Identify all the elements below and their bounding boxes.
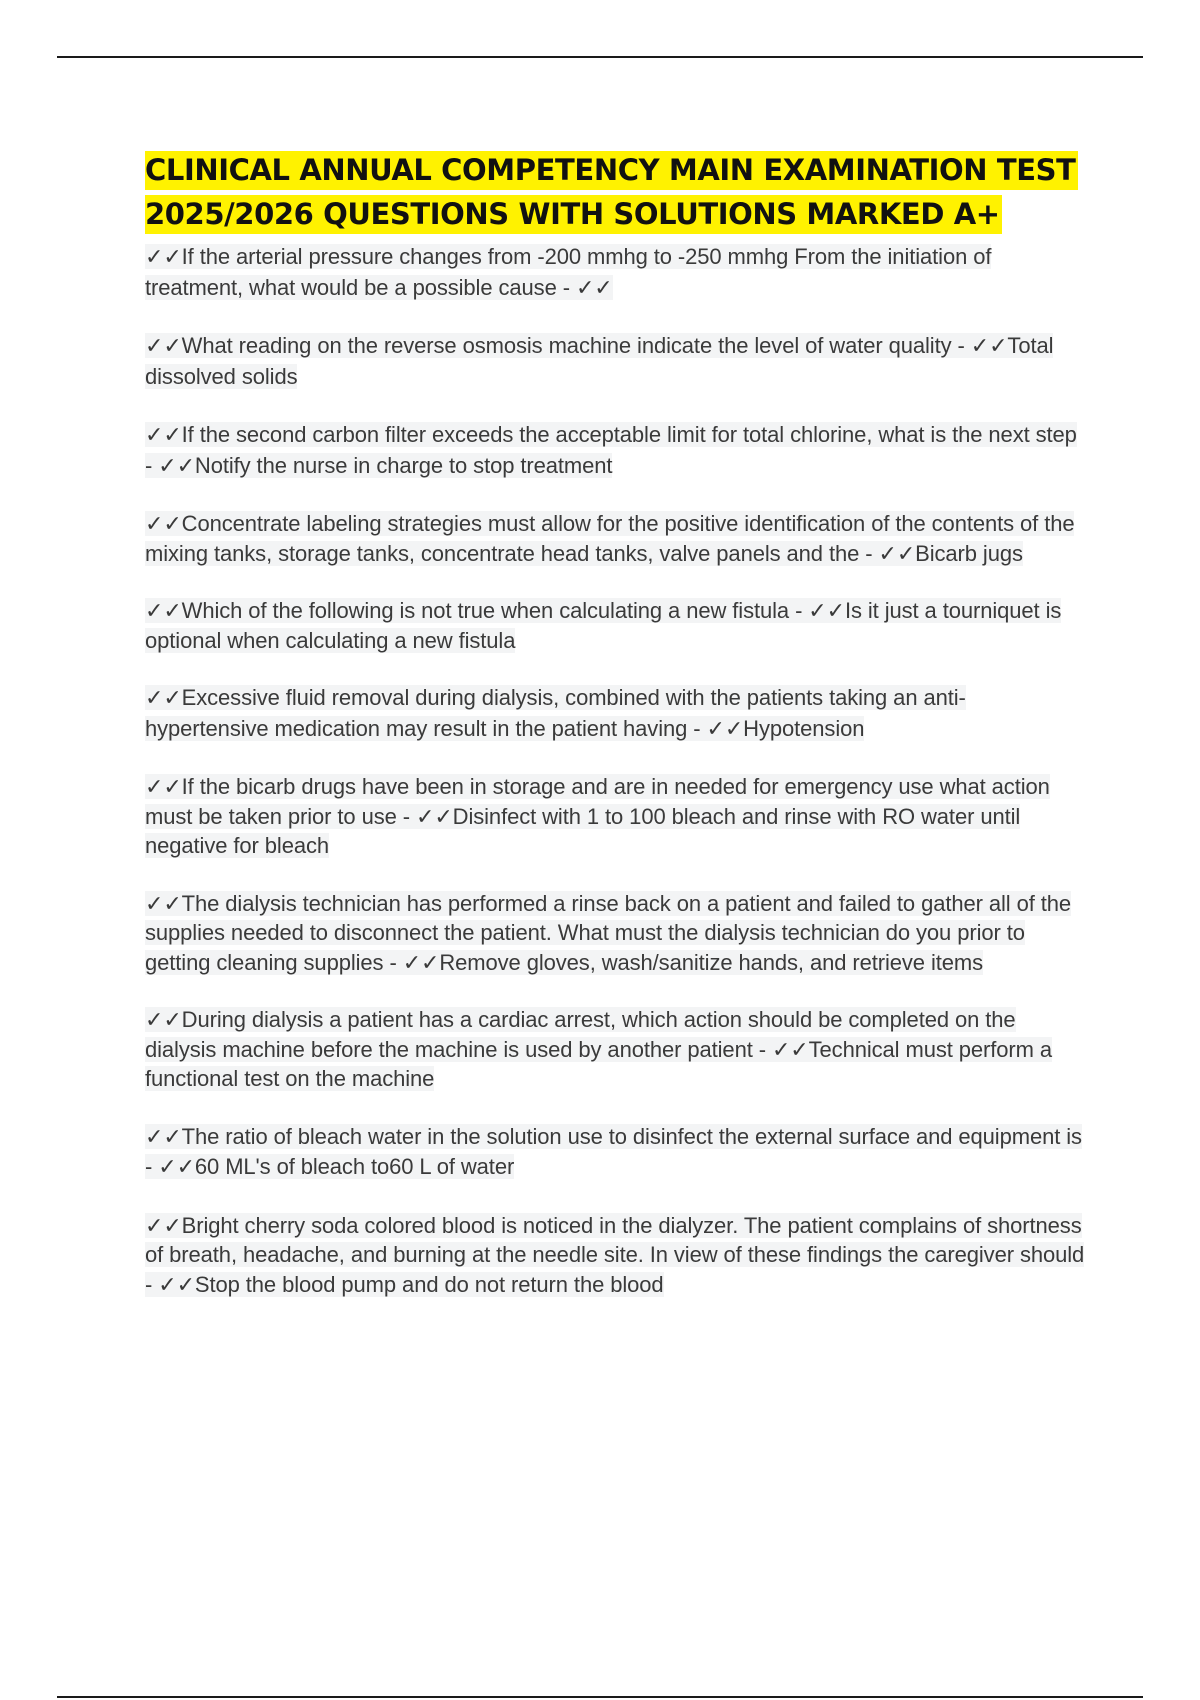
qa-item: ✓✓The dialysis technician has performed a rinse back on a patient and failed to gather all of the supplies needed to disconnect the patient. What must the dialysis technician do you prior to getting cleaning supplies - ✓✓Remove gloves, wash/sanitize hands, and retrieve items xyxy=(145,890,1072,975)
qa-item: ✓✓If the bicarb drugs have been in storage and are in needed for emergency use what action must be taken prior to use - ✓✓Disinfect with 1 to 100 bleach and rinse with RO water until negative for bleach xyxy=(145,774,1050,858)
qa-item: ✓✓Which of the following is not true when calculating a new fistula - ✓✓Is it just a tourniquet is optional when calculating a new fistula xyxy=(145,598,1062,653)
qa-item: ✓✓Concentrate labeling strategies must allow for the positive identification of the contents of the mixing tanks, storage tanks, concentrate head tanks, valve panels and the - ✓✓Bicarb jugs xyxy=(145,511,1075,566)
qa-item: ✓✓Bright cherry soda colored blood is noticed in the dialyzer. The patient complains of shortness of breath, headache, and burning at the needle site. In view of these findings the caregiver should - ✓✓Stop the blood pump and do not return the blood xyxy=(145,1212,1085,1297)
qa-item: ✓✓If the second carbon filter exceeds the acceptable limit for total chlorine, what is the next step - ✓✓Notify the nurse in charge to stop treatment xyxy=(145,422,1077,478)
qa-item: ✓✓Excessive fluid removal during dialysis, combined with the patients taking an anti-hypertensive medication may result in the patient having - ✓✓Hypotension xyxy=(145,685,966,741)
qa-item: ✓✓The ratio of bleach water in the solution use to disinfect the external surface and equipment is - ✓✓60 ML's of bleach to60 L of water xyxy=(145,1123,1082,1179)
title-highlight: CLINICAL ANNUAL COMPETENCY MAIN EXAMINATION TEST 2025/2026 QUESTIONS WITH SOLUTIONS MARKED A+ xyxy=(145,151,1078,234)
qa-item: ✓✓During dialysis a patient has a cardiac arrest, which action should be completed on the dialysis machine before the machine is used by another patient - ✓✓Technical must perform a functional test on the machine xyxy=(145,1007,1052,1091)
document-title xyxy=(145,148,1085,236)
qa-item: ✓✓What reading on the reverse osmosis machine indicate the level of water quality - ✓✓Total dissolved solids xyxy=(145,333,1054,389)
top-rule xyxy=(57,56,1143,58)
bottom-rule xyxy=(57,1696,1143,1698)
document-body xyxy=(145,148,1085,1327)
qa-item: ✓✓If the arterial pressure changes from -200 mmhg to -250 mmhg From the initiation of treatment, what would be a possible cause - ✓✓ xyxy=(145,244,992,300)
